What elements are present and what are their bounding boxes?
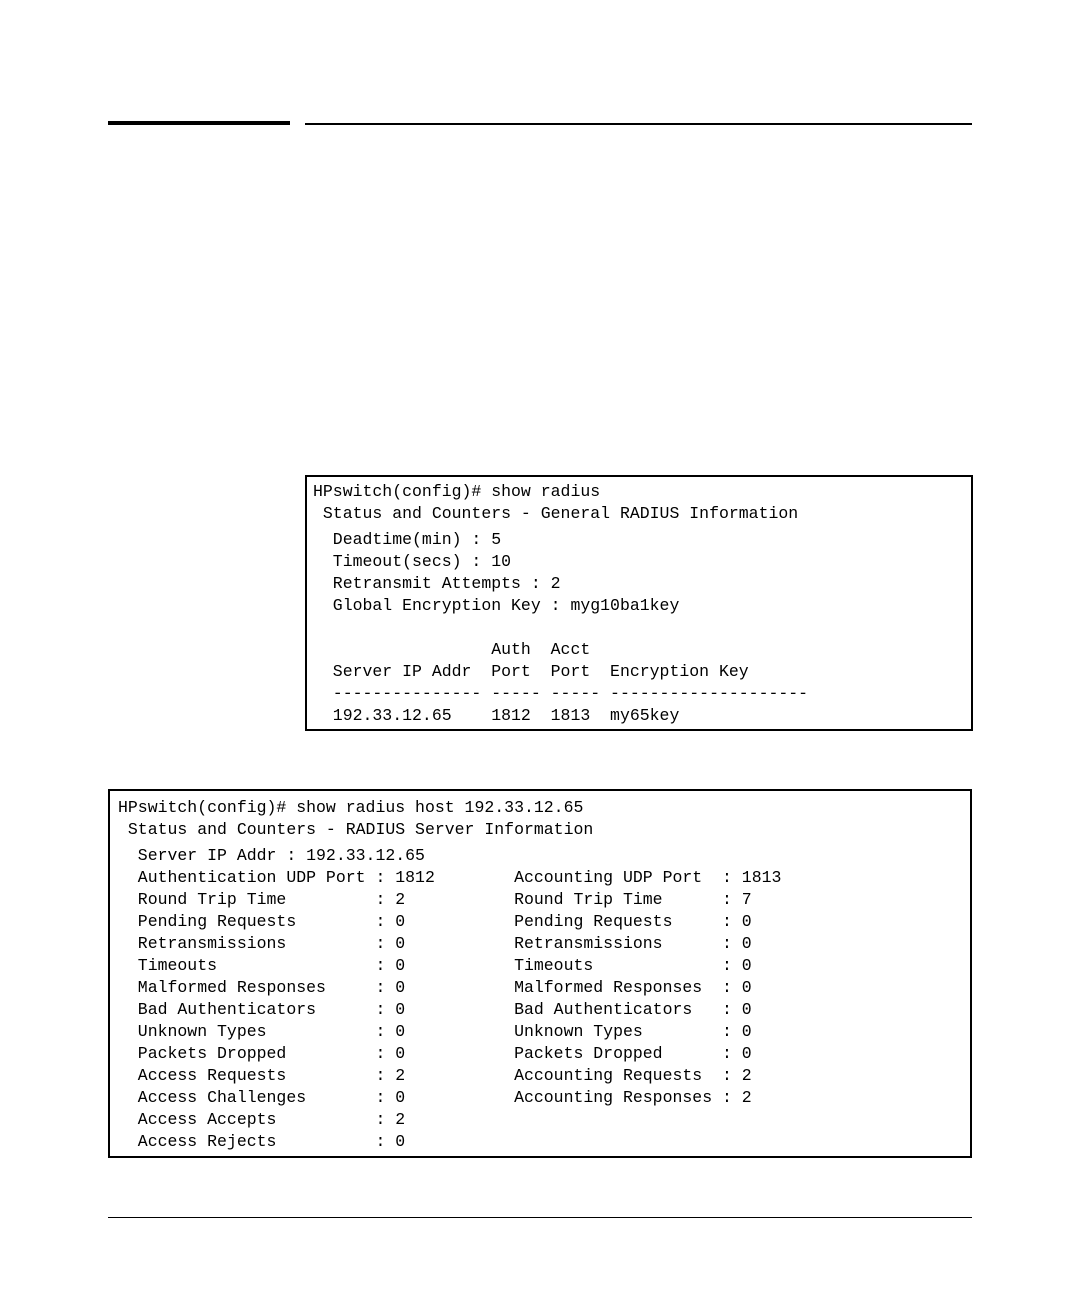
stat-line: Retransmissions : 0 Retransmissions : 0: [118, 934, 752, 953]
stat-line: Timeouts : 0 Timeouts : 0: [118, 956, 752, 975]
stat-line: Access Accepts : 2: [118, 1110, 406, 1129]
stat-line: Unknown Types : 0 Unknown Types : 0: [118, 1022, 752, 1041]
stat-line: Access Challenges : 0 Accounting Responses : 2: [118, 1088, 752, 1107]
stat-line: Bad Authenticators : 0 Bad Authenticators : 0: [118, 1000, 752, 1019]
stat-line: Authentication UDP Port : 1812 Accounting UDP Port : 1813: [118, 868, 782, 887]
footer-rule: [108, 1217, 972, 1218]
table-row: 192.33.12.65 1812 1813 my65key: [313, 706, 680, 725]
header-rule-thin: [305, 123, 972, 125]
retransmit-line: Retransmit Attempts : 2: [313, 574, 561, 593]
show-radius-output: [305, 475, 973, 731]
stat-line: Pending Requests : 0 Pending Requests : 0: [118, 912, 752, 931]
stat-line: Access Rejects : 0: [118, 1132, 406, 1151]
stat-line: Malformed Responses : 0 Malformed Responses : 0: [118, 978, 752, 997]
global-key-line: Global Encryption Key : myg10ba1key: [313, 596, 680, 615]
stat-line: Access Requests : 2 Accounting Requests : 2: [118, 1066, 752, 1085]
table-separator: --------------- ----- ----- --------------------: [313, 684, 809, 703]
header-rule-thick: [108, 121, 290, 125]
stat-line: Packets Dropped : 0 Packets Dropped : 0: [118, 1044, 752, 1063]
table-header-1: Auth Acct: [313, 640, 591, 659]
stat-line: Server IP Addr : 192.33.12.65: [118, 846, 425, 865]
section-title: Status and Counters - General RADIUS Information: [313, 504, 799, 523]
section-title: Status and Counters - RADIUS Server Information: [118, 820, 594, 839]
stat-line: Round Trip Time : 2 Round Trip Time : 7: [118, 890, 752, 909]
timeout-line: Timeout(secs) : 10: [313, 552, 512, 571]
show-radius-host-output: [108, 789, 972, 1158]
command-line: HPswitch(config)# show radius host 192.33.12.65: [118, 798, 584, 817]
table-header-2: Server IP Addr Port Port Encryption Key: [313, 662, 749, 681]
deadtime-line: Deadtime(min) : 5: [313, 530, 502, 549]
command-line: HPswitch(config)# show radius: [313, 482, 601, 501]
